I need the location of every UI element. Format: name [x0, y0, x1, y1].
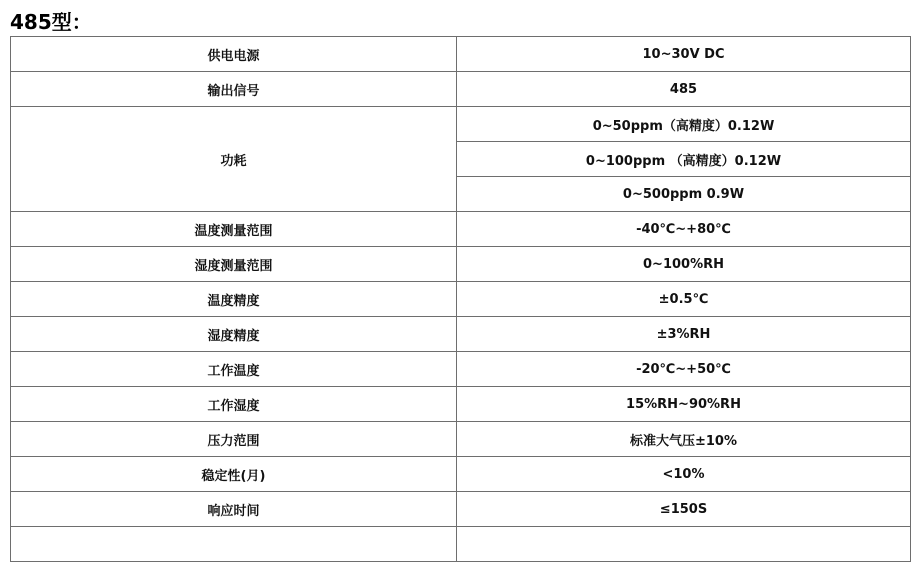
param-name-cell: 工作温度 [11, 352, 457, 387]
spec-table-body [11, 37, 911, 562]
table-row [11, 107, 911, 142]
param-value-cell: 15%RH~90%RH [457, 387, 911, 422]
param-name-cell: 工作湿度 [11, 387, 457, 422]
param-name-cell: 温度测量范围 [11, 212, 457, 247]
param-value-cell: 10~30V DC [457, 37, 911, 72]
param-value-cell: 485 [457, 72, 911, 107]
table-row [11, 317, 911, 352]
table-row [11, 212, 911, 247]
param-name-cell: 湿度精度 [11, 317, 457, 352]
param-value-cell: 标准大气压±10% [457, 422, 911, 457]
param-value-cell: 0~100ppm （高精度）0.12W [457, 142, 911, 177]
table-row [11, 492, 911, 527]
param-value-cell [457, 527, 911, 562]
table-row [11, 422, 911, 457]
param-value-cell: -40℃~+80℃ [457, 212, 911, 247]
param-value-cell: 0~500ppm 0.9W [457, 177, 911, 212]
page-title: 485型： [10, 10, 92, 34]
param-name-cell: 湿度测量范围 [11, 247, 457, 282]
param-value-cell: ≤150S [457, 492, 911, 527]
table-row [11, 352, 911, 387]
param-name-cell: 供电电源 [11, 37, 457, 72]
spec-table [10, 36, 911, 562]
param-name-cell: 稳定性(月) [11, 457, 457, 492]
table-row [11, 457, 911, 492]
param-name-cell: 响应时间 [11, 492, 457, 527]
table-row [11, 247, 911, 282]
table-row [11, 37, 911, 72]
param-value-cell: ±0.5℃ [457, 282, 911, 317]
param-value-cell: 0~100%RH [457, 247, 911, 282]
param-name-cell: 功耗 [11, 107, 457, 212]
param-name-cell [11, 527, 457, 562]
param-value-cell: ±3%RH [457, 317, 911, 352]
table-row [11, 527, 911, 562]
param-name-cell: 温度精度 [11, 282, 457, 317]
table-row [11, 282, 911, 317]
param-name-cell: 压力范围 [11, 422, 457, 457]
param-name-cell: 输出信号 [11, 72, 457, 107]
param-value-cell: <10% [457, 457, 911, 492]
param-value-cell: 0~50ppm（高精度）0.12W [457, 107, 911, 142]
table-row [11, 387, 911, 422]
table-row [11, 72, 911, 107]
param-value-cell: -20℃~+50℃ [457, 352, 911, 387]
